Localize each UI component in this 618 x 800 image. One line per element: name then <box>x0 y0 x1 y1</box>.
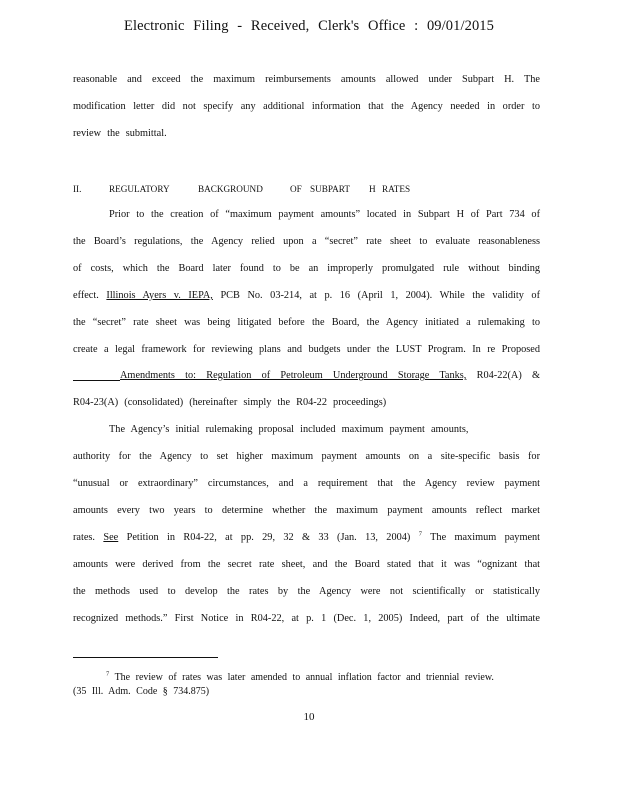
footnote-line: (35 Ill. Adm. Code § 734.875) <box>73 686 210 697</box>
text-line: The Agency’s initial rulemaking proposal included maximum payment amounts, <box>109 424 469 435</box>
text-line <box>73 290 540 302</box>
text-line: Prior to the creation of “maximum payment amounts” located in Subpart H of Part 734 of <box>109 209 540 220</box>
text-line: of costs, which the Board later found to be an improperly promulgated rule without binding <box>73 263 540 274</box>
page-number: 10 <box>303 711 315 723</box>
text-line: amounts were derived from the secret rate sheet, and the Board stated that it was “ognizant that <box>73 559 540 570</box>
footnote-separator <box>73 657 218 658</box>
text-line: R04-23(A) (consolidated) (hereinafter simply the R04-22 proceedings) <box>73 397 387 408</box>
text-line: authority for the Agency to set higher maximum payment amounts on a site-specific basis for <box>73 451 540 462</box>
text-line: the methods used to develop the rates by the Agency were not scientifically or statistically <box>73 586 540 597</box>
text-line <box>120 370 540 382</box>
footnote-mark: 7 <box>106 670 110 678</box>
text-line: the “secret” rate sheet was being litigated before the Board, the Agency initiated a rulemaking to <box>73 317 540 328</box>
heading-word: OF <box>290 184 302 194</box>
footnote-reference: 7 <box>418 530 422 538</box>
text-fragment: Petition in R04-22, at pp. 29, 32 & 33 (Jan. 13, 2004) <box>126 532 411 543</box>
heading-word: H <box>369 184 376 194</box>
text-line: create a legal framework for reviewing plans and budgets under the LUST Program. In re Proposed <box>73 344 540 355</box>
citation-underline <box>73 380 120 381</box>
case-citation: Illinois Ayers v. IEPA, <box>106 290 213 301</box>
case-citation: Amendments to: Regulation of Petroleum Underground Storage Tanks, <box>120 370 467 381</box>
footnote-line: The review of rates was later amended to annual inflation factor and triennial review. <box>114 672 494 683</box>
text-fragment: PCB No. 03-214, at p. 16 (April 1, 2004). While the validity of <box>220 290 541 301</box>
text-line <box>73 532 540 544</box>
text-fragment: rates. <box>73 532 96 543</box>
text-fragment: The maximum payment <box>430 532 541 543</box>
text-line: review the submittal. <box>73 128 167 139</box>
filing-header: Electronic Filing - Received, Clerk's Office : 09/01/2015 <box>123 18 495 34</box>
text-line: recognized methods.” First Notice in R04-22, at p. 1 (Dec. 1, 2005) Indeed, part of the ultimate <box>73 613 540 624</box>
text-fragment: effect. <box>73 290 99 301</box>
text-line: the Board’s regulations, the Agency relied upon a “secret” rate sheet to evaluate reasonableness <box>73 236 540 247</box>
text-line: reasonable and exceed the maximum reimbursements amounts allowed under Subpart H. The <box>73 74 540 85</box>
heading-word: SUBPART <box>310 184 350 194</box>
signal-see: See <box>103 532 119 543</box>
heading-word: RATES <box>382 184 411 194</box>
text-fragment: R04-22(A) & <box>476 370 541 381</box>
heading-word: REGULATORY <box>109 184 170 194</box>
text-line: amounts every two years to determine whether the maximum payment amounts reflect market <box>73 505 540 516</box>
heading-word: BACKGROUND <box>198 184 263 194</box>
section-number: II. <box>73 184 82 194</box>
text-line: “unusual or extraordinary” circumstances, and a requirement that the Agency review payment <box>73 478 540 489</box>
text-line: modification letter did not specify any additional information that the Agency needed in order to <box>73 101 540 112</box>
footnote-text <box>106 672 494 683</box>
